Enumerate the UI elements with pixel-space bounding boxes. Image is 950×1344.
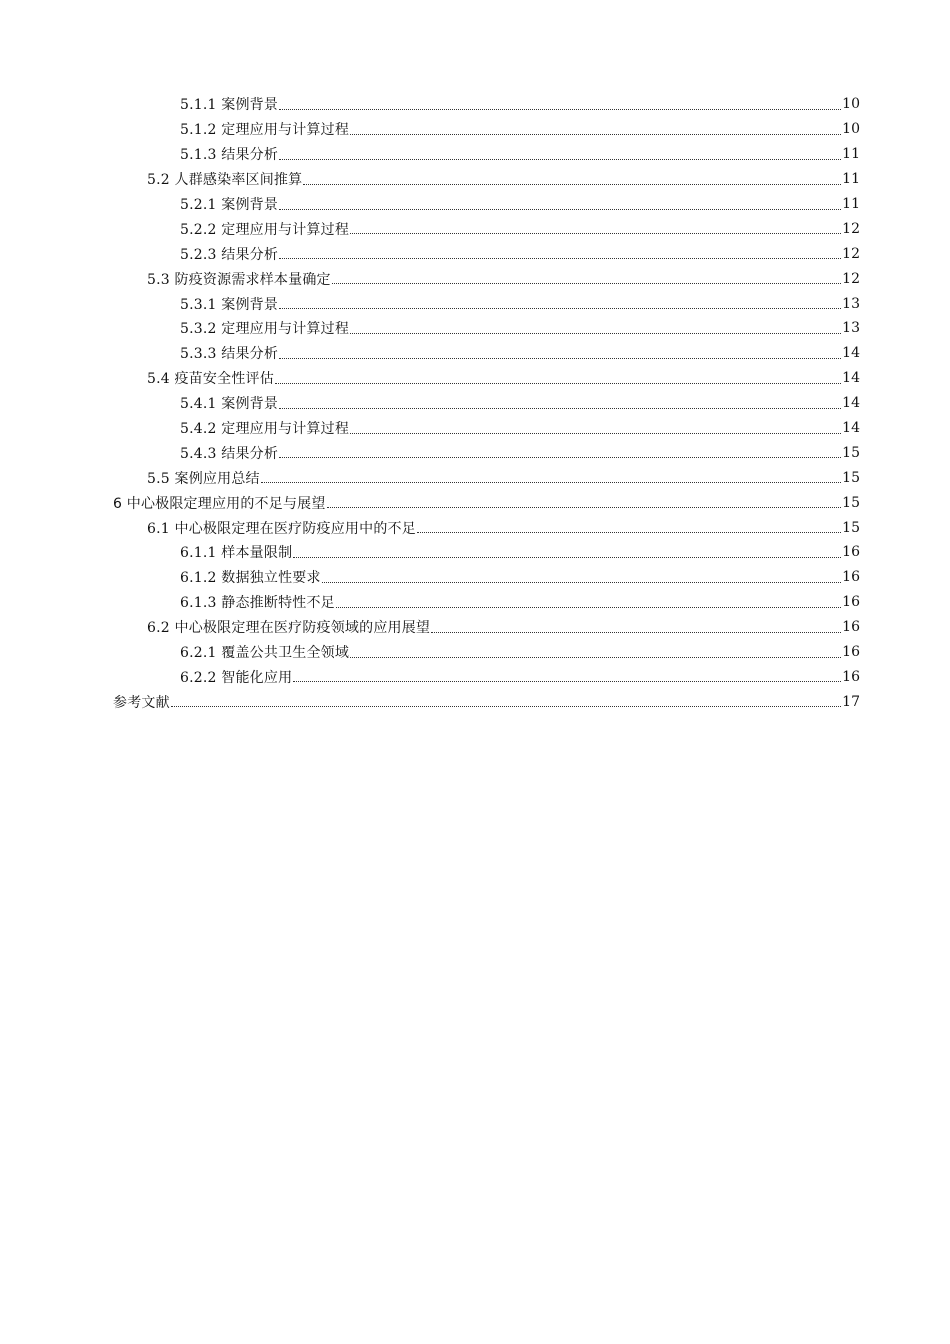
toc-entry[interactable] xyxy=(0,540,950,565)
toc-entry-page-number: 11 xyxy=(842,146,860,163)
toc-entry-page-number: 15 xyxy=(842,469,860,486)
toc-entry-page-number: 16 xyxy=(842,644,860,661)
toc-entry-label: 6.1.3 静态推断特性不足 xyxy=(180,595,335,612)
toc-entry-label: 5.4.3 结果分析 xyxy=(180,445,279,462)
toc-dot-leader xyxy=(275,383,841,384)
toc-entry-label: 6 中心极限定理应用的不足与展望 xyxy=(113,495,326,512)
toc-dot-leader xyxy=(279,159,841,160)
toc-dot-leader xyxy=(293,681,841,682)
toc-entry-label: 6.1.1 样本量限制 xyxy=(180,545,293,562)
toc-dot-leader xyxy=(279,358,841,359)
toc-entry-label: 5.4 疫苗安全性评估 xyxy=(147,371,274,388)
toc-dot-leader xyxy=(322,582,841,583)
toc-entry-label: 6.1.2 数据独立性要求 xyxy=(180,570,321,587)
toc-entry[interactable] xyxy=(0,565,950,590)
toc-entry-page-number: 10 xyxy=(842,121,860,138)
toc-entry-page-number: 15 xyxy=(842,519,860,536)
toc-entry-page-number: 11 xyxy=(842,196,860,212)
toc-entry-label: 6.1 中心极限定理在医疗防疫应用中的不足 xyxy=(147,520,416,537)
toc-entry-page-number: 12 xyxy=(842,245,860,262)
toc-entry-page-number: 14 xyxy=(842,345,860,362)
toc-entry[interactable] xyxy=(0,117,950,142)
toc-dot-leader xyxy=(171,706,841,707)
toc-entry[interactable] xyxy=(0,92,950,117)
toc-dot-leader xyxy=(279,109,841,110)
toc-entry-label: 5.3.2 定理应用与计算过程 xyxy=(180,321,350,338)
toc-entry[interactable] xyxy=(0,167,950,192)
toc-entry[interactable] xyxy=(0,316,950,341)
toc-entry-page-number: 16 xyxy=(842,619,860,636)
toc-dot-leader xyxy=(279,209,841,210)
toc-entry[interactable] xyxy=(0,689,950,714)
toc-entry-label: 5.3.1 案例背景 xyxy=(180,296,279,313)
toc-entry-page-number: 13 xyxy=(842,295,860,312)
toc-entry[interactable] xyxy=(0,515,950,540)
toc-entry-label: 5.2.2 定理应用与计算过程 xyxy=(180,221,350,238)
toc-entry-page-number: 11 xyxy=(842,171,860,188)
toc-entry-page-number: 17 xyxy=(842,693,860,710)
toc-entry[interactable] xyxy=(0,216,950,241)
toc-entry-label: 5.4.2 定理应用与计算过程 xyxy=(180,421,350,438)
toc-entry[interactable] xyxy=(0,341,950,366)
toc-entry-page-number: 14 xyxy=(842,395,860,412)
toc-entry-page-number: 15 xyxy=(842,444,860,461)
toc-entry-page-number: 10 xyxy=(842,96,860,113)
toc-entry[interactable] xyxy=(0,590,950,615)
toc-dot-leader xyxy=(293,557,841,558)
toc-entry-label: 5.1.1 案例背景 xyxy=(180,97,279,114)
toc-entry-label: 6.2 中心极限定理在医疗防疫领域的应用展望 xyxy=(147,620,431,637)
toc-entry-page-number: 14 xyxy=(842,370,860,387)
toc-entry[interactable] xyxy=(0,416,950,441)
toc-entry-label: 6.2.2 智能化应用 xyxy=(180,669,293,686)
toc-dot-leader xyxy=(279,408,841,409)
toc-entry[interactable] xyxy=(0,465,950,490)
toc-dot-leader xyxy=(431,632,841,633)
toc-entry[interactable] xyxy=(0,640,950,665)
toc-dot-leader xyxy=(350,433,841,434)
toc-dot-leader xyxy=(417,532,841,533)
toc-entry-label: 5.4.1 案例背景 xyxy=(180,396,279,413)
toc-dot-leader xyxy=(350,657,841,658)
toc-entry-label: 6.2.1 覆盖公共卫生全领域 xyxy=(180,645,350,662)
toc-entry[interactable] xyxy=(0,241,950,266)
toc-entry-page-number: 16 xyxy=(842,544,860,561)
toc-dot-leader xyxy=(279,457,841,458)
toc-dot-leader xyxy=(279,308,841,309)
toc-entry-page-number: 16 xyxy=(842,594,860,611)
toc-dot-leader xyxy=(350,134,841,135)
toc-dot-leader xyxy=(350,233,841,234)
toc-entry[interactable] xyxy=(0,291,950,316)
toc-entry[interactable] xyxy=(0,615,950,640)
toc-entry[interactable] xyxy=(0,142,950,167)
toc-entry-page-number: 12 xyxy=(842,220,860,237)
toc-entry-label: 5.3 防疫资源需求样本量确定 xyxy=(147,271,331,288)
toc-entry[interactable] xyxy=(0,440,950,465)
toc-entry-label: 5.5 案例应用总结 xyxy=(147,470,260,487)
toc-entry-label: 5.2.3 结果分析 xyxy=(180,246,279,263)
toc-entry[interactable] xyxy=(0,490,950,515)
toc-entry-label: 参考文献 xyxy=(113,694,170,711)
toc-entry-page-number: 16 xyxy=(842,569,860,586)
toc-entry-label: 5.3.3 结果分析 xyxy=(180,346,279,363)
toc-entry[interactable] xyxy=(0,391,950,416)
toc-entry[interactable] xyxy=(0,366,950,391)
toc-entry[interactable] xyxy=(0,664,950,689)
toc-dot-leader xyxy=(327,507,841,508)
toc-entry-label: 5.2.1 案例背景 xyxy=(180,197,279,213)
toc-dot-leader xyxy=(279,258,841,259)
toc-entry[interactable] xyxy=(0,192,950,217)
toc-dot-leader xyxy=(336,607,841,608)
toc-entry-page-number: 13 xyxy=(842,320,860,337)
toc-dot-leader xyxy=(350,333,841,334)
toc-entry-label: 5.2 人群感染率区间推算 xyxy=(147,172,303,189)
toc-dot-leader xyxy=(261,482,841,483)
toc-entry-page-number: 14 xyxy=(842,420,860,437)
toc-entry[interactable] xyxy=(0,266,950,291)
toc-entry-page-number: 15 xyxy=(842,494,860,511)
toc-entry-page-number: 16 xyxy=(842,668,860,685)
toc-entry-label: 5.1.2 定理应用与计算过程 xyxy=(180,122,350,139)
toc-dot-leader xyxy=(332,283,841,284)
toc-dot-leader xyxy=(303,184,841,185)
toc-entry-label: 5.1.3 结果分析 xyxy=(180,147,279,164)
table-of-contents xyxy=(0,92,950,714)
toc-entry-page-number: 12 xyxy=(842,270,860,287)
